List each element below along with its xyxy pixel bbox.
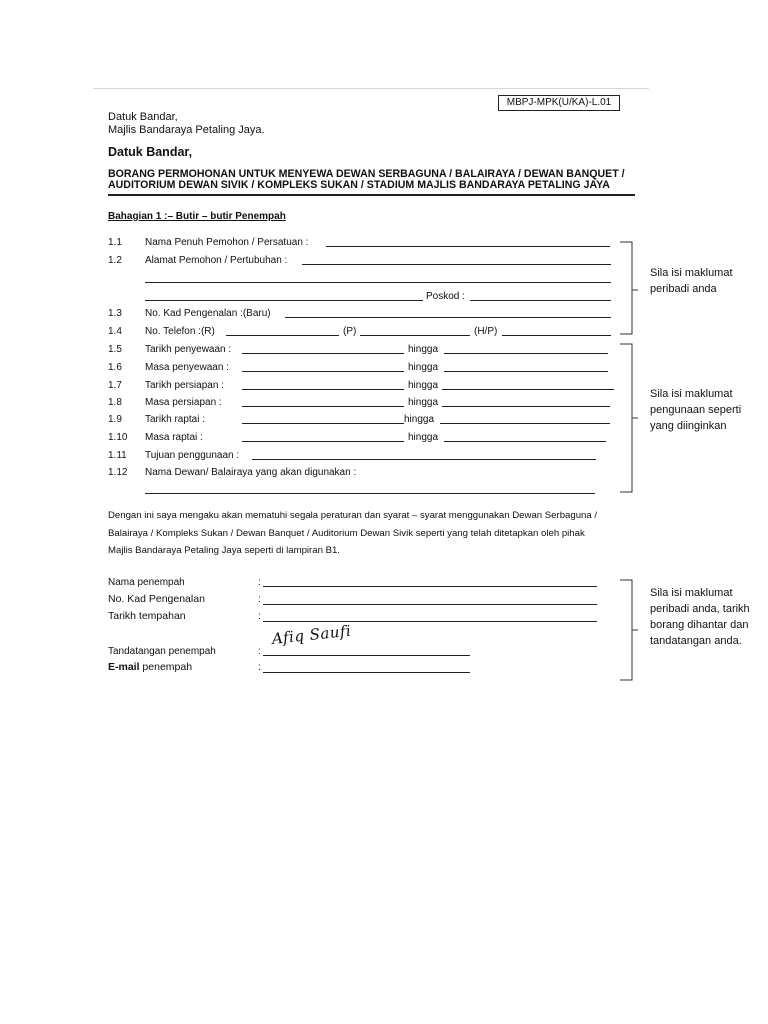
label-tujuan: Tujuan penggunaan :	[145, 450, 240, 461]
field-tarikh-raptai-to[interactable]	[440, 423, 610, 424]
bracket-3	[620, 580, 638, 680]
label-nama-penuh: Nama Penuh Pemohon / Persatuan :	[145, 237, 309, 248]
label-nama-penempah: Nama penempah	[108, 577, 185, 588]
item-number: 1.2	[108, 255, 122, 266]
field-masa-persiapan-to[interactable]	[442, 406, 610, 407]
field-telefon-r[interactable]	[226, 335, 339, 336]
colon: :	[258, 611, 261, 622]
colon: :	[258, 577, 261, 588]
label-hingga: hingga	[408, 362, 439, 373]
bracket-1	[620, 242, 638, 334]
label-tandatangan: Tandatangan penempah	[108, 646, 216, 657]
field-email[interactable]	[263, 672, 470, 673]
form-code: MBPJ-MPK(U/KA)-L.01	[498, 95, 620, 111]
label-tarikh-penyewaan: Tarikh penyewaan :	[145, 344, 232, 355]
field-poskod[interactable]	[470, 300, 611, 301]
field-kad-penempah[interactable]	[263, 604, 597, 605]
item-number: 1.1	[108, 237, 122, 248]
declaration-line2: Balairaya / Kompleks Sukan / Dewan Banquet / Auditorium Dewan Sivik seperti yang telah ditetapkan oleh pihak	[108, 528, 585, 539]
label-kad-pengenalan: No. Kad Pengenalan :(Baru)	[145, 308, 271, 319]
item-number: 1.11	[108, 450, 127, 461]
field-masa-penyewaan-from[interactable]	[242, 371, 404, 372]
label-email	[108, 661, 192, 674]
field-tarikh-persiapan-from[interactable]	[242, 389, 404, 390]
item-number: 1.8	[108, 397, 122, 408]
top-divider	[93, 88, 649, 89]
field-alamat-1[interactable]	[302, 264, 611, 265]
field-masa-raptai-to[interactable]	[444, 441, 606, 442]
declaration-line1: Dengan ini saya mengaku akan mematuhi segala peraturan dan syarat – syarat menggunakan Dewan Serbaguna /	[108, 510, 598, 521]
form-title-line2: AUDITORIUM DEWAN SIVIK / KOMPLEKS SUKAN / STADIUM MAJLIS BANDARAYA PETALING JAYA	[108, 179, 610, 191]
colon: :	[258, 646, 261, 657]
field-alamat-2[interactable]	[145, 282, 611, 283]
label-tarikh-persiapan: Tarikh persiapan :	[145, 380, 224, 391]
salutation: Datuk Bandar,	[108, 145, 193, 159]
item-number: 1.5	[108, 344, 122, 355]
field-masa-penyewaan-to[interactable]	[444, 371, 608, 372]
label-hingga: hingga	[408, 432, 439, 443]
label-telefon: No. Telefon :(R)	[145, 326, 215, 337]
declaration-line3: Majlis Bandaraya Petaling Jaya seperti di lampiran B1.	[108, 545, 340, 556]
form-title-line1: BORANG PERMOHONAN UNTUK MENYEWA DEWAN SERBAGUNA / BALAIRAYA / DEWAN BANQUET /	[108, 168, 625, 180]
field-nama-penempah[interactable]	[263, 586, 597, 587]
field-masa-raptai-from[interactable]	[242, 441, 404, 442]
label-kad-penempah: No. Kad Pengenalan	[108, 593, 205, 605]
field-tandatangan[interactable]	[263, 655, 470, 656]
item-number: 1.9	[108, 414, 122, 425]
field-nama-penuh[interactable]	[326, 246, 610, 247]
field-masa-persiapan-from[interactable]	[242, 406, 404, 407]
label-hingga: hingga	[408, 344, 439, 355]
note-pengunaan: Sila isi maklumat pengunaan seperti yang diinginkan	[650, 388, 742, 432]
label-email-bold: E-mail	[108, 661, 140, 673]
field-tarikh-raptai-from[interactable]	[242, 423, 404, 424]
colon: :	[258, 594, 261, 605]
label-hingga: hingga	[408, 397, 439, 408]
field-telefon-hp[interactable]	[502, 335, 611, 336]
bracket-2	[620, 344, 638, 492]
field-tarikh-persiapan-to[interactable]	[442, 389, 614, 390]
field-tarikh-penyewaan-from[interactable]	[242, 353, 404, 354]
label-poskod: Poskod :	[426, 291, 465, 302]
field-alamat-3[interactable]	[145, 300, 423, 301]
item-number: 1.6	[108, 362, 122, 373]
item-number: 1.12	[108, 467, 128, 478]
item-number: 1.3	[108, 308, 122, 319]
item-number: 1.4	[108, 326, 122, 337]
colon: :	[258, 662, 261, 673]
label-hingga: hingga	[404, 414, 435, 425]
signature: Afiq Saufi	[271, 621, 353, 648]
label-masa-raptai: Masa raptai :	[145, 432, 203, 443]
field-tujuan[interactable]	[252, 459, 596, 460]
field-kad-pengenalan[interactable]	[285, 317, 611, 318]
address-line2: Majlis Bandaraya Petaling Jaya.	[108, 124, 265, 136]
annotation-brackets	[610, 236, 640, 696]
item-number: 1.7	[108, 380, 122, 391]
address-line1: Datuk Bandar,	[108, 111, 178, 123]
label-telefon-p: (P)	[343, 326, 357, 337]
item-number: 1.10	[108, 432, 128, 443]
label-hingga: hingga	[408, 380, 439, 391]
label-tarikh-raptai: Tarikh raptai :	[145, 414, 206, 425]
field-nama-dewan[interactable]	[145, 493, 595, 494]
label-email-rest: penempah	[139, 661, 193, 673]
label-masa-penyewaan: Masa penyewaan :	[145, 362, 229, 373]
label-telefon-hp: (H/P)	[474, 326, 498, 337]
label-tarikh-tempahan: Tarikh tempahan	[108, 610, 186, 622]
field-tarikh-tempahan[interactable]	[263, 621, 597, 622]
field-telefon-p[interactable]	[360, 335, 470, 336]
field-tarikh-penyewaan-to[interactable]	[444, 353, 608, 354]
label-masa-persiapan: Masa persiapan :	[145, 397, 222, 408]
note-peribadi: Sila isi maklumat peribadi anda	[650, 267, 733, 295]
section1-heading: Bahagian 1 :– Butir – butir Penempah	[108, 211, 286, 222]
label-alamat: Alamat Pemohon / Pertubuhan :	[145, 255, 288, 266]
title-underline	[108, 194, 635, 196]
note-tandatangan: Sila isi maklumat peribadi anda, tarikh borang dihantar dan tandatangan anda.	[650, 587, 750, 647]
label-nama-dewan: Nama Dewan/ Balairaya yang akan digunakan :	[145, 467, 357, 478]
